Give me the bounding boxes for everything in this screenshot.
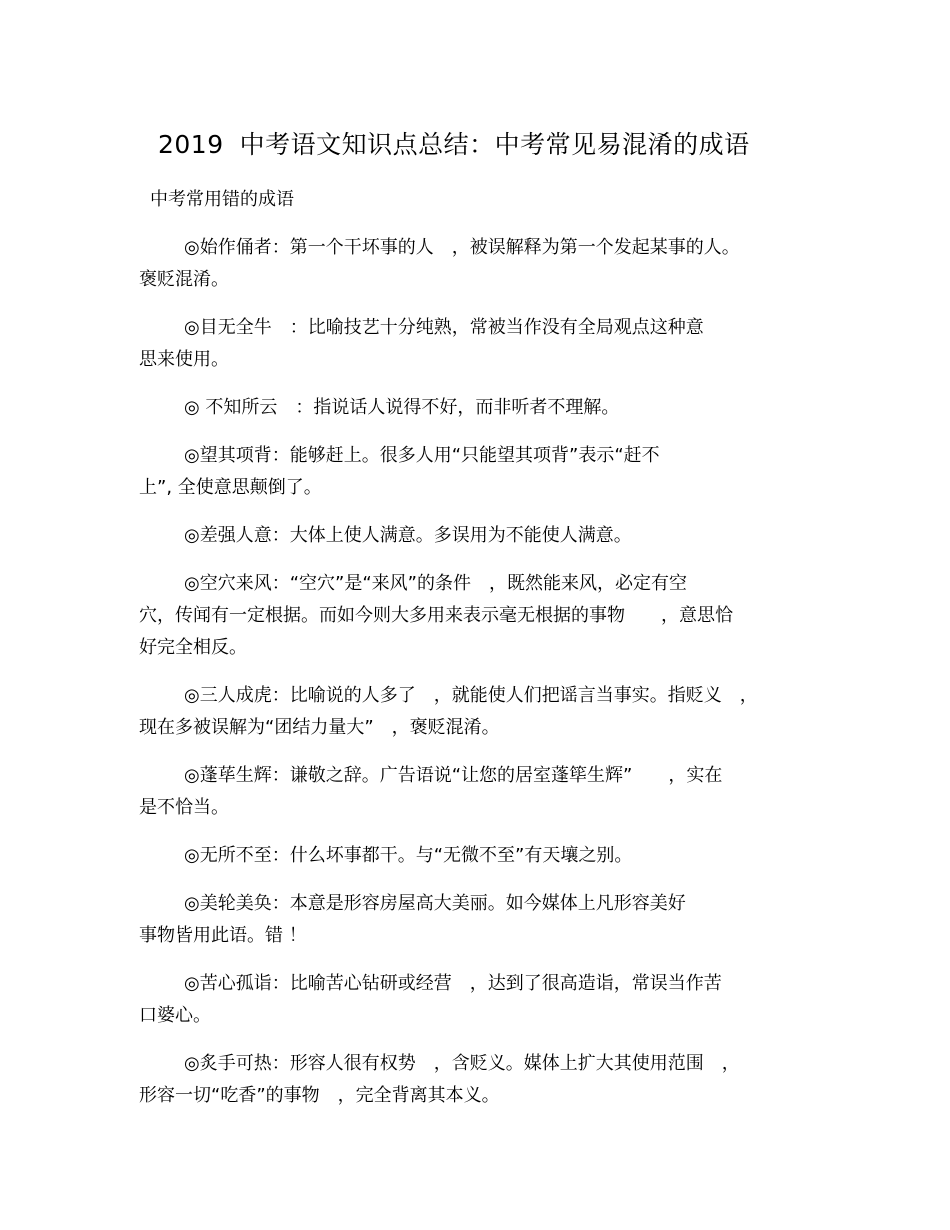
- idiom-entry: [139, 1048, 819, 1112]
- idiom-entry: [139, 232, 819, 296]
- entry-line: ◎ 不知所云 ：指说话人说得不好，而非听者不理解。: [184, 397, 620, 418]
- entry-line: ◎蓬荜生辉：谦敬之辞。广告语说“让您的居室蓬筚生辉” ，实在: [184, 765, 723, 786]
- idiom-list: [139, 232, 819, 1128]
- entry-line: ◎无所不至：什么坏事都干。与“无微不至”有天壤之别。: [184, 845, 633, 866]
- idiom-entry: [139, 840, 819, 872]
- idiom-entry: [139, 440, 819, 504]
- entry-line: ◎三人成虎：比喻说的人多了 ，就能使人们把谣言当事实。指贬义 ，: [184, 685, 758, 706]
- entry-line: ◎美轮美奂：本意是形容房屋高大美丽。如今媒体上凡形容美好: [184, 893, 686, 914]
- entry-line: ◎炙手可热：形容人很有权势 ，含贬义。媒体上扩大其使用范围 ，: [184, 1053, 740, 1074]
- entry-line: 穴，传闻有一定根据。而如今则大多用来表示毫无根据的事物 ，意思恰: [139, 605, 733, 626]
- entry-line: ◎空穴来风：“空穴”是“来风”的条件 ，既然能来风，必定有空: [184, 573, 688, 594]
- entry-line: ◎始作俑者：第一个干坏事的人 ，被误解释为第一个发起某事的人。: [184, 237, 740, 258]
- title-year: 2019: [158, 130, 224, 159]
- entry-line: ◎目无全牛 ：比喻技艺十分纯熟，常被当作没有全局观点这种意: [184, 317, 704, 338]
- page-title: [158, 128, 750, 162]
- section-subtitle: 中考常用错的成语: [150, 189, 294, 210]
- entry-line: 褒贬混淆。: [139, 269, 229, 290]
- entry-line: 好完全相反。: [139, 637, 247, 658]
- entry-line: 上”, 全使意思颠倒了。: [139, 477, 322, 498]
- idiom-entry: [139, 760, 819, 824]
- entry-line: ◎苦心孤诣：比喻苦心钻研或经营 ，达到了很高造诣，常误当作苦: [184, 973, 722, 994]
- entry-line: 思来使用。: [139, 349, 229, 370]
- idiom-entry: [139, 312, 819, 376]
- entry-line: ◎望其项背：能够赶上。很多人用“只能望其项背”表示“赶不: [184, 445, 660, 466]
- entry-line: 形容一切“吃香”的事物 ，完全背离其本义。: [139, 1085, 500, 1106]
- entry-line: 口婆心。: [139, 1005, 211, 1026]
- entry-line: 事物皆用此语。错 ！: [139, 925, 307, 946]
- idiom-entry: [139, 568, 819, 664]
- idiom-entry: [139, 888, 819, 952]
- idiom-entry: [139, 680, 819, 744]
- idiom-entry: [139, 392, 819, 424]
- title-text: 中考语文知识点总结：中考常见易混淆的成语: [239, 130, 750, 159]
- idiom-entry: [139, 520, 819, 552]
- idiom-entry: [139, 968, 819, 1032]
- entry-line: ◎差强人意：大体上使人满意。多误用为不能使人满意。: [184, 525, 632, 546]
- entry-line: 是不恰当。: [139, 797, 229, 818]
- entry-line: 现在多被误解为“团结力量大” ，褒贬混淆。: [139, 717, 500, 738]
